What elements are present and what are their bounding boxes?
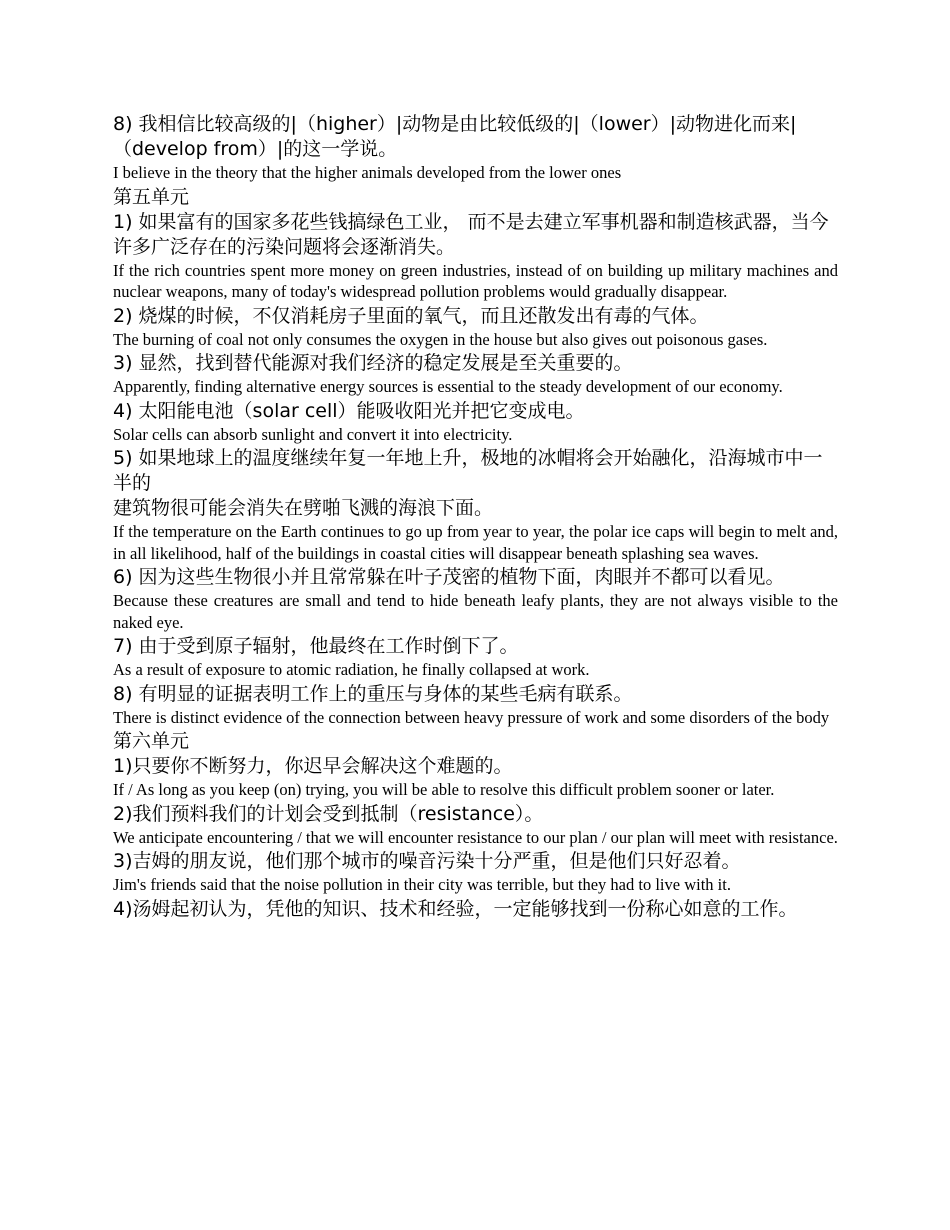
sentence-en: Solar cells can absorb sunlight and convert it into electricity. (113, 424, 513, 444)
sentence-zh: 7) 由于受到原子辐射，他最终在工作时倒下了。 (113, 635, 519, 657)
sentence-en: There is distinct evidence of the connection between heavy pressure of work and some disorders of the body (113, 707, 830, 727)
sentence-en: If the rich countries spent more money on green industries, instead of on building up military machines and nuclear weapons, many of today's widespread pollution problems would gradually disappear. (113, 260, 838, 301)
sentence-en: Because these creatures are small and tend to hide beneath leafy plants, they are not always visible to the naked eye. (113, 591, 838, 632)
sentence-zh: 2)我们预料我们的计划会受到抵制（resistance）。 (113, 802, 544, 825)
sentence-en: The burning of coal not only consumes the oxygen in the house but also gives out poisonous gases. (113, 329, 768, 349)
sentence-zh: 4)汤姆起初认为，凭他的知识、技术和经验，一定能够找到一份称心如意的工作。 (113, 897, 798, 920)
sentence-zh: 1)只要你不断努力，你迟早会解决这个难题的。 (113, 755, 513, 777)
sentence-zh: 2) 烧煤的时候，不仅消耗房子里面的氧气，而且还散发出有毒的气体。 (113, 304, 709, 327)
sentence-zh-continued: 建筑物很可能会消失在劈啪飞溅的海浪下面。 (113, 497, 494, 519)
sentence-en: Apparently, finding alternative energy sources is essential to the steady development of our economy. (113, 377, 783, 396)
sentence-en: I believe in the theory that the higher animals developed from the lower ones (113, 163, 622, 182)
sentence-zh: 1) 如果富有的国家多花些钱搞绿色工业， 而不是去建立军事机器和制造核武器，当今许多广泛存在的污染问题将会逐渐消失。 (113, 210, 829, 258)
sentence-zh: 3)吉姆的朋友说，他们那个城市的噪音污染十分严重，但是他们只好忍着。 (113, 850, 741, 872)
sentence-zh: 8) 我相信比较高级的|（higher）|动物是由比较低级的|（lower）|动物进化而来|（develop from）|的这一学说。 (113, 113, 797, 160)
sentence-zh: 8) 有明显的证据表明工作上的重压与身体的某些毛病有联系。 (113, 682, 633, 705)
unit-heading: 第六单元 (113, 730, 190, 752)
sentence-en: Jim's friends said that the noise pollution in their city was terrible, but they had to live with it. (113, 875, 731, 894)
sentence-zh: 6) 因为这些生物很小并且常常躲在叶子茂密的植物下面，肉眼并不都可以看见。 (113, 566, 785, 588)
sentence-en: We anticipate encountering / that we will encounter resistance to our plan / our plan will meet with resistance. (113, 827, 838, 847)
sentence-en: If / As long as you keep (on) trying, you will be able to resolve this difficult problem sooner or later. (113, 780, 775, 799)
sentence-zh: 3) 显然，找到替代能源对我们经济的稳定发展是至关重要的。 (113, 352, 633, 374)
sentence-en: If the temperature on the Earth continues to go up from year to year, the polar ice caps will begin to melt and, in all likelihood, half of the buildings in coastal cities will disappear beneath splashing sea waves. (113, 522, 838, 563)
sentence-zh: 4) 太阳能电池（solar cell）能吸收阳光并把它变成电。 (113, 399, 585, 422)
document-page (113, 112, 838, 922)
sentence-zh: 5) 如果地球上的温度继续年复一年地上升，极地的冰帽将会开始融化，沿海城市中一半的 (113, 447, 823, 494)
unit-heading: 第五单元 (113, 185, 190, 208)
sentence-en: As a result of exposure to atomic radiation, he finally collapsed at work. (113, 660, 590, 679)
